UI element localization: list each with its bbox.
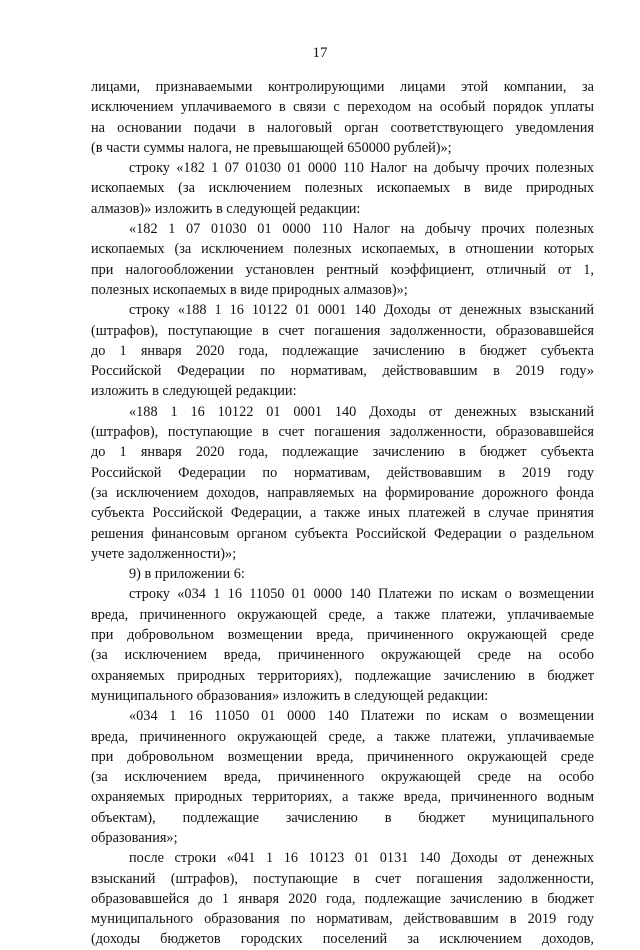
page-number: 17 — [312, 45, 328, 61]
text-line: строку «034 1 16 11050 01 0000 140 Платежи по искам о возмещении — [129, 586, 594, 603]
text-line: решения финансовым органом субъекта Российской Федерации о раздельном — [91, 525, 594, 542]
paragraph — [91, 219, 594, 300]
text-line: (за исключением вреда, причиненного окружающей среде на особо — [91, 647, 594, 664]
text-line: Российской Федерации по нормативам, действовавшим в 2019 году — [91, 464, 594, 481]
text-line: строку «188 1 16 10122 01 0001 140 Доходы от денежных взысканий — [129, 302, 594, 319]
text-line: вреда, причиненного окружающей среде, а также платежи, уплачиваемые — [91, 606, 594, 623]
text-line: изложить в следующей редакции: — [91, 383, 297, 400]
text-line: (за исключением доходов, направляемых на формирование дорожного фонда — [91, 484, 594, 501]
text-line: взысканий (штрафов), поступающие в счет погашения задолженности, — [91, 870, 594, 887]
paragraph — [91, 77, 594, 158]
text-line: (доходы бюджетов городских поселений за исключением доходов, — [91, 931, 594, 948]
text-line: лицами, признаваемыми контролирующими лицами этой компании, за — [91, 79, 594, 95]
text-line: (штрафов), поступающие в счет погашения задолженности, образовавшейся — [91, 322, 594, 339]
text-line: при налогообложении установлен рентный коэффициент, отличный от 1, — [91, 261, 594, 278]
paragraph — [91, 584, 594, 706]
text-line: образовавшейся до 1 января 2020 года, подлежащие зачислению в бюджет — [91, 890, 594, 907]
text-line: муниципального образования по нормативам, действовавшим в 2019 году — [91, 911, 594, 928]
text-line: алмазов)» изложить в следующей редакции: — [91, 200, 361, 217]
text-line: при добровольном возмещении вреда, причиненного окружающей среде — [91, 748, 594, 765]
text-line: на основании подачи в налоговый орган соответствующего уведомления — [91, 119, 594, 136]
paragraph — [91, 564, 594, 584]
text-line: Российской Федерации по нормативам, действовавшим в 2019 году» — [91, 363, 594, 380]
text-line: учете задолженности)»; — [91, 545, 237, 562]
text-line: 9) в приложении 6: — [129, 566, 245, 583]
paragraph — [91, 706, 594, 848]
text-line: ископаемых (за исключением полезных ископаемых в виде природных — [91, 180, 594, 197]
text-line: до 1 января 2020 года, подлежащие зачислению в бюджет субъекта — [91, 444, 594, 461]
text-line: строку «182 1 07 01030 01 0000 110 Налог на добычу прочих полезных — [129, 160, 594, 177]
text-line: муниципального образования» изложить в следующей редакции: — [91, 687, 489, 704]
text-line: (за исключением вреда, причиненного окружающей среде на особо — [91, 769, 594, 786]
paragraph — [91, 402, 594, 564]
paragraph — [91, 848, 594, 949]
text-line: при добровольном возмещении вреда, причиненного окружающей среде — [91, 627, 594, 644]
document-body — [91, 77, 594, 950]
text-line: субъекта Российской Федерации, а также иных платежей в случае принятия — [91, 505, 594, 522]
text-line: (штрафов), поступающие в счет погашения задолженности, образовавшейся — [91, 424, 594, 441]
text-line: ископаемых (за исключением полезных ископаемых, в отношении которых — [91, 241, 594, 258]
text-line: до 1 января 2020 года, подлежащие зачислению в бюджет субъекта — [91, 342, 594, 359]
text-line: объектам), подлежащие зачислению в бюджет муниципального — [91, 809, 594, 826]
text-line: после строки «041 1 16 10123 01 0131 140 Доходы от денежных — [129, 850, 594, 867]
text-line: образования»; — [91, 829, 178, 846]
text-line: «034 1 16 11050 01 0000 140 Платежи по искам о возмещении — [129, 708, 594, 725]
text-line: полезных ископаемых в виде природных алмазов)»; — [91, 281, 408, 298]
paragraph — [91, 300, 594, 401]
text-line: «188 1 16 10122 01 0001 140 Доходы от денежных взысканий — [129, 403, 594, 420]
paragraph — [91, 158, 594, 219]
text-line: охраняемых природных территориях), подлежащие зачислению в бюджет — [91, 667, 594, 684]
text-line: охраняемых природных территориях, а также вреда, причиненного водным — [91, 789, 594, 806]
text-line: исключением уплачиваемого в связи с переходом на особый порядок уплаты — [91, 99, 594, 116]
text-line: «182 1 07 01030 01 0000 110 Налог на добычу прочих полезных — [129, 221, 594, 238]
text-line: (в части суммы налога, не превышающей 650000 рублей)»; — [91, 139, 452, 156]
text-line: вреда, причиненного окружающей среде, а также платежи, уплачиваемые — [91, 728, 594, 745]
